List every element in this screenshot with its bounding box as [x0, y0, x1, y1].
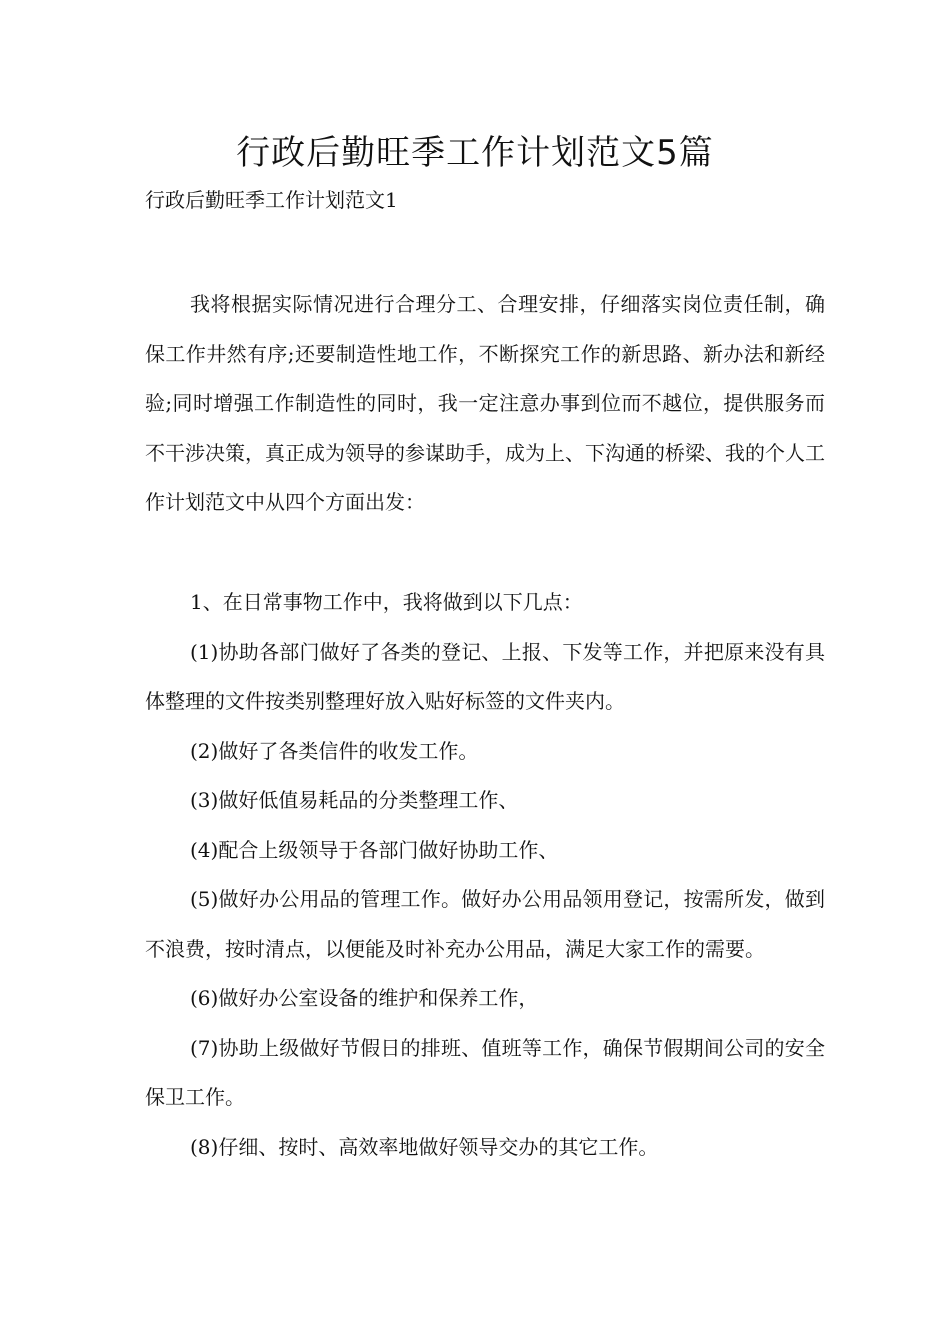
document-subtitle: 行政后勤旺季工作计划范文1: [145, 188, 398, 212]
list-item-6: (6)做好办公室设备的维护和保养工作，: [190, 986, 539, 1010]
list-item-1: (1)协助各部门做好了各类的登记、上报、下发等工作，并把原来没有具体整理的文件按类别整理好放入贴好标签的文件夹内。: [145, 639, 825, 713]
document-title: 行政后勤旺季工作计划范文5篇: [236, 133, 714, 173]
list-item-4: (4)配合上级领导于各部门做好协助工作、: [190, 837, 559, 862]
list-item-5: (5)做好办公用品的管理工作。做好办公用品领用登记，按需所发，做到不浪费，按时清点，以便能及时补充办公用品，满足大家工作的需要。: [145, 887, 825, 961]
list-item-7: (7)协助上级做好节假日的排班、值班等工作，确保节假期间公司的安全保卫工作。: [145, 1035, 825, 1109]
list-item-2: (2)做好了各类信件的收发工作。: [190, 738, 479, 763]
intro-block: [145, 280, 825, 528]
section-1: [145, 578, 825, 1172]
section-1-heading: 1、在日常事物工作中，我将做到以下几点：: [190, 590, 583, 614]
list-item-3: (3)做好低值易耗品的分类整理工作、: [190, 788, 519, 812]
list-item-8: (8)仔细、按时、高效率地做好领导交办的其它工作。: [190, 1134, 659, 1159]
intro-paragraph: 我将根据实际情况进行合理分工、合理安排，仔细落实岗位责任制，确保工作井然有序;还要制造性地工作，不断探究工作的新思路、新办法和新经验;同时增强工作制造性的同时，我一定注意办事到位而不越位，提供服务而不干涉决策，真正成为领导的参谋助手，成为上、下沟通的桥梁、我的个人工作计划范文中从四个方面出发：: [145, 292, 825, 514]
